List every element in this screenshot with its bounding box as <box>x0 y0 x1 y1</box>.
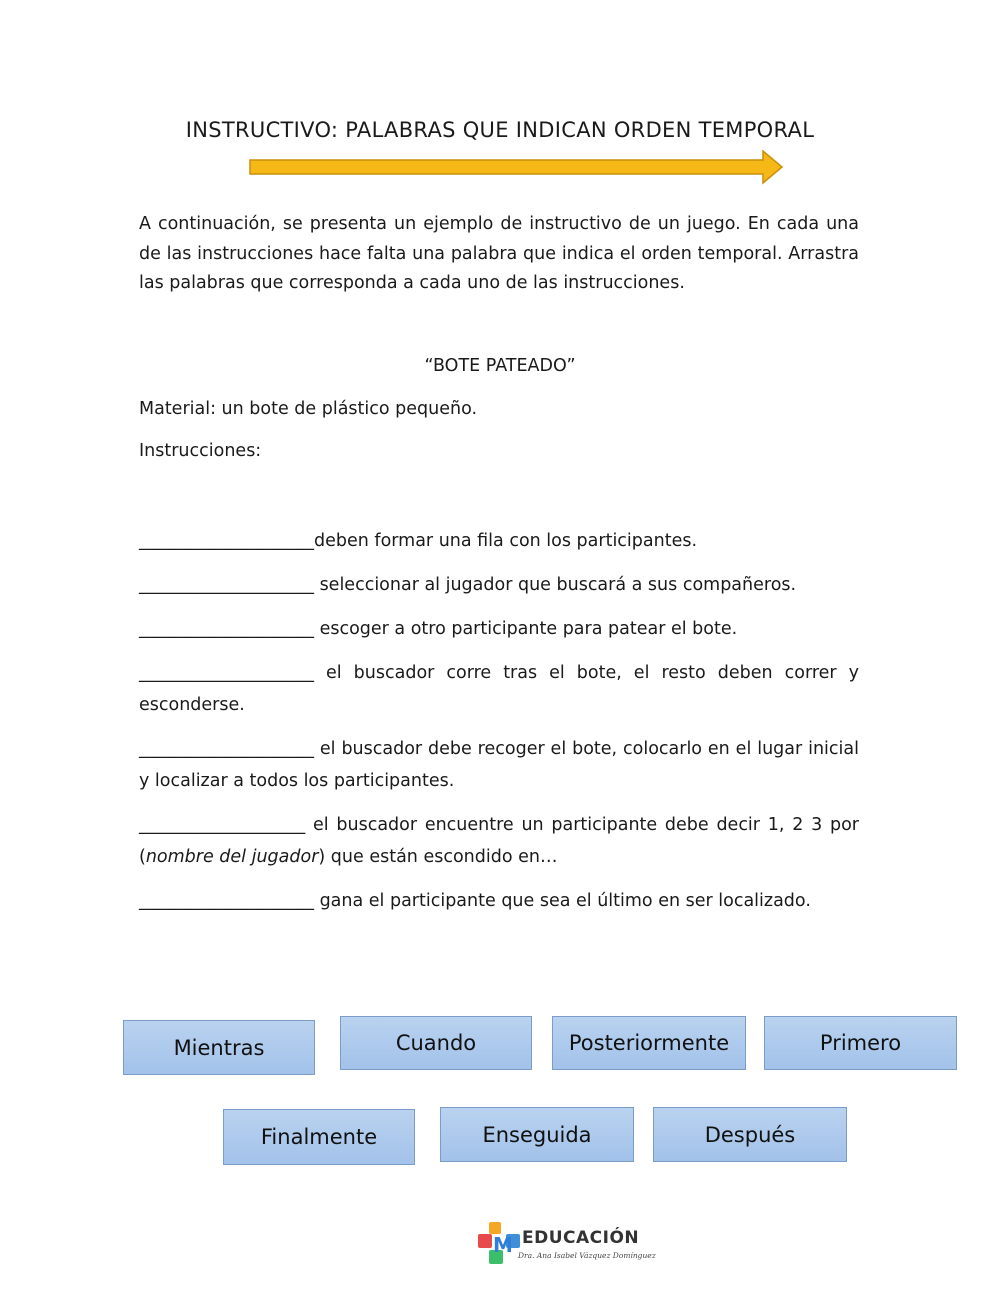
logo-subtitle: Dra. Ana Isabel Vázquez Domínguez <box>518 1251 656 1260</box>
intro-paragraph: A continuación, se presenta un ejemplo de instructivo de un juego. En cada una de las instrucciones hace falta una palabra que indica el orden temporal. Arrastra las palabras que corresponda a cada uno de las instrucciones. <box>139 214 859 293</box>
step-text: gana el participante que sea el último en ser localizado. <box>314 891 811 911</box>
instruction-step-4 <box>139 657 859 721</box>
word-card-primero[interactable]: Primero <box>764 1016 957 1070</box>
drop-blank-2[interactable]: ____________________ <box>139 575 314 595</box>
instruction-step-2 <box>139 569 859 601</box>
educacion-logo <box>478 1222 656 1266</box>
word-card-cuando[interactable]: Cuando <box>340 1016 532 1070</box>
word-card-enseguida[interactable]: Enseguida <box>440 1107 634 1162</box>
step-text: deben formar una fila con los participantes. <box>314 531 698 551</box>
instruction-step-1 <box>139 525 859 557</box>
word-card-mientras[interactable]: Mientras <box>123 1020 315 1075</box>
instruction-step-6 <box>139 809 859 873</box>
drop-blank-7[interactable]: ____________________ <box>139 891 314 911</box>
step-text: el buscador debe recoger el bote, colocarlo en el lugar inicial y localizar a todos los participantes. <box>139 739 859 791</box>
word-card-posteriormente[interactable]: Posteriormente <box>552 1016 746 1070</box>
page-title: INSTRUCTIVO: PALABRAS QUE INDICAN ORDEN TEMPORAL <box>185 118 815 142</box>
instruction-step-3 <box>139 613 859 645</box>
instruction-step-5 <box>139 733 859 797</box>
word-card-finalmente[interactable]: Finalmente <box>223 1109 415 1165</box>
step-text: el buscador encuentre un participante debe decir 1, 2 3 por ( <box>139 815 859 867</box>
game-title: “BOTE PATEADO” <box>424 356 576 376</box>
instructions-label: Instrucciones: <box>139 441 262 461</box>
drop-blank-4[interactable]: ____________________ <box>139 663 314 683</box>
material-line: Material: un bote de plástico pequeño. <box>139 399 478 419</box>
logo-text: EDUCACIÓN <box>522 1228 640 1248</box>
word-card-despues[interactable]: Después <box>653 1107 847 1162</box>
drop-blank-5[interactable]: ____________________ <box>139 739 314 759</box>
step-text: el buscador corre tras el bote, el resto deben correr y esconderse. <box>139 663 859 715</box>
logo-letter: M <box>493 1233 513 1257</box>
arrow-right-icon <box>249 150 789 186</box>
instruction-step-7 <box>139 885 859 917</box>
step-text: ) que están escondido en… <box>318 847 558 867</box>
drop-blank-6[interactable]: ___________________ <box>139 815 306 835</box>
step-text: seleccionar al jugador que buscará a sus compañeros. <box>314 575 797 595</box>
drop-blank-1[interactable]: ____________________ <box>139 531 314 551</box>
step-text-italic: nombre del jugador <box>145 847 319 867</box>
step-text: escoger a otro participante para patear el bote. <box>314 619 738 639</box>
drop-blank-3[interactable]: ____________________ <box>139 619 314 639</box>
